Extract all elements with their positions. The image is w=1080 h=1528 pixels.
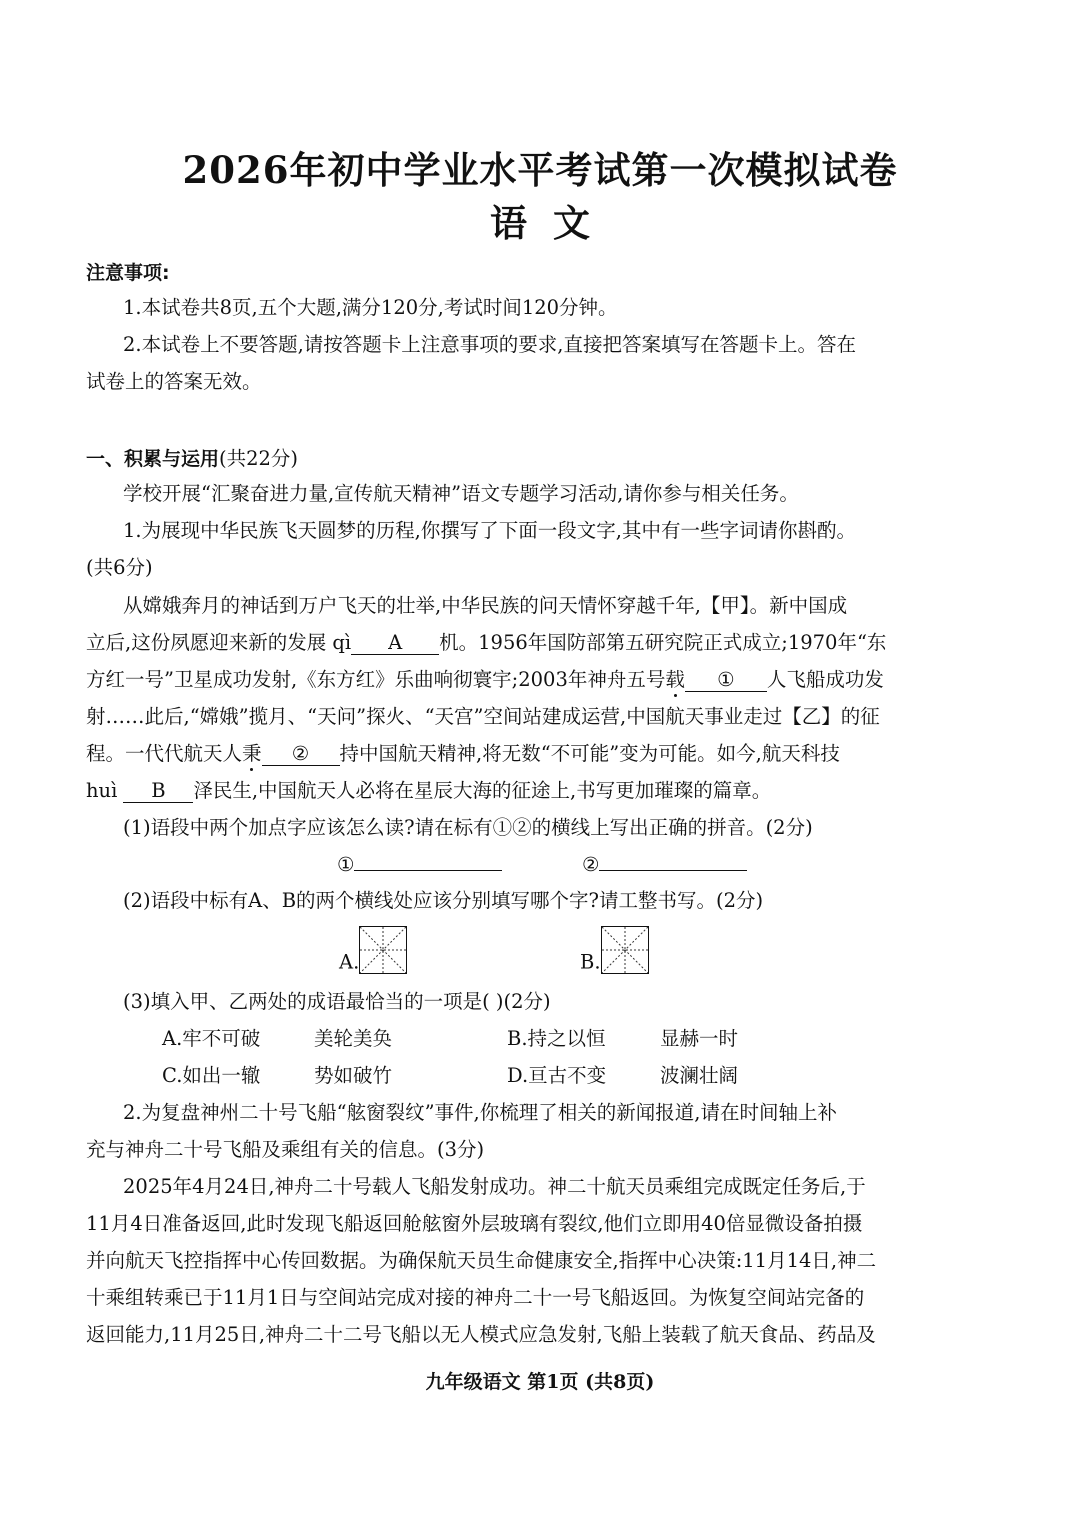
question-2: 2.为复盘神州二十号飞船“舷窗裂纹”事件,你梳理了相关的新闻报道,请在时间轴上补	[123, 1101, 837, 1124]
option-d-1[interactable]: D.亘古不变	[507, 1064, 607, 1087]
section1-intro: 学校开展“汇聚奋进力量,宣传航天精神”语文专题学习活动,请你参与相关任务。	[123, 482, 799, 505]
grid-guide-icon	[602, 927, 648, 973]
passage-line-3	[86, 668, 884, 692]
blank-2: ②	[262, 742, 340, 766]
dotted-char-bing: 秉	[242, 742, 262, 765]
passage-line-6-a: huì	[86, 779, 118, 802]
section1-heading: 一、积累与运用	[86, 448, 220, 470]
notice-item-1: 1.本试卷共8页,五个大题,满分120分,考试时间120分钟。	[123, 296, 618, 319]
answer-line-1[interactable]	[337, 853, 502, 876]
option-a-2: 美轮美奂	[314, 1027, 393, 1050]
writing-box-a-row	[339, 926, 407, 974]
answer-line-1-mark: ①	[337, 853, 355, 876]
passage-line-3-a: 方红一号”卫星成功发射,《东方红》乐曲响彻寰宇;2003年神舟五号	[86, 668, 666, 691]
subquestion-3: (3)填入甲、乙两处的成语最恰当的一项是( )(2分)	[123, 990, 551, 1013]
news-line-3: 并向航天飞控指挥中心传回数据。为确保航天员生命健康安全,指挥中心决策:11月14日,神二	[86, 1249, 877, 1272]
subquestion-1: (1)语段中两个加点字应该怎么读?请在标有①②的横线上写出正确的拼音。(2分)	[123, 816, 813, 839]
option-d-2: 波澜壮阔	[660, 1064, 739, 1087]
answer-line-2[interactable]	[582, 853, 747, 876]
passage-line-2	[86, 631, 886, 655]
passage-line-3-b: 人飞船成功发	[766, 668, 884, 691]
passage-line-6	[86, 779, 771, 803]
section1-heading-row	[86, 444, 298, 471]
notice-heading: 注意事项:	[86, 262, 170, 284]
page-footer: 九年级语文 第1页 (共8页)	[425, 1371, 655, 1393]
question-1-score: (共6分)	[86, 556, 153, 579]
news-line-1: 2025年4月24日,神舟二十号载人飞船发射成功。神二十航天员乘组完成既定任务后,于	[123, 1175, 866, 1198]
option-c-2: 势如破竹	[314, 1064, 393, 1087]
writing-box-b[interactable]	[601, 926, 649, 974]
option-c-1[interactable]: C.如出一辙	[162, 1064, 261, 1087]
passage-line-5	[86, 742, 840, 766]
answer-line-2-blank[interactable]	[599, 870, 747, 871]
subject-title: 语文	[490, 201, 616, 245]
option-b-2: 显赫一时	[660, 1027, 739, 1050]
blank-b: B	[123, 779, 193, 803]
section1-score: (共22分)	[219, 447, 299, 470]
option-a-1[interactable]: A.牢不可破	[162, 1027, 261, 1050]
passage-line-6-b: 泽民生,中国航天人必将在星辰大海的征途上,书写更加璀璨的篇章。	[193, 779, 772, 802]
news-line-4: 十乘组转乘已于11月1日与空间站完成对接的神舟二十一号飞船返回。为恢复空间站完备的	[86, 1286, 865, 1309]
passage-line-4: 射……此后,“嫦娥”揽月、“天问”探火、“天宫”空间站建成运营,中国航天事业走过【乙】的征	[86, 705, 880, 728]
option-b-1[interactable]: B.持之以恒	[507, 1027, 606, 1050]
dotted-char-zai: 载	[665, 668, 685, 691]
notice-item-2: 2.本试卷上不要答题,请按答题卡上注意事项的要求,直接把答案填写在答题卡上。答在	[123, 333, 857, 356]
passage-line-5-b: 持中国航天精神,将无数“不可能”变为可能。如今,航天科技	[339, 742, 840, 765]
answer-line-2-mark: ②	[582, 853, 600, 876]
writing-box-a[interactable]	[359, 926, 407, 974]
subquestion-2: (2)语段中标有A、B的两个横线处应该分别填写哪个字?请工整书写。(2分)	[123, 889, 764, 912]
writing-box-a-label: A.	[339, 950, 360, 974]
notice-item-2-cont: 试卷上的答案无效。	[86, 370, 262, 393]
answer-line-1-blank[interactable]	[354, 870, 502, 871]
writing-box-b-label: B.	[580, 950, 601, 974]
news-line-5: 返回能力,11月25日,神舟二十二号飞船以无人模式应急发射,飞船上装载了航天食品、药品及	[86, 1323, 876, 1346]
question-1: 1.为展现中华民族飞天圆梦的历程,你撰写了下面一段文字,其中有一些字词请你斟酌。	[123, 519, 857, 542]
passage-line-5-a: 程。一代代航天人	[86, 742, 243, 765]
blank-a: A	[351, 631, 439, 655]
news-line-2: 11月4日准备返回,此时发现飞船返回舱舷窗外层玻璃有裂纹,他们立即用40倍显微设备拍摄	[86, 1212, 863, 1235]
question-2-cont: 充与神舟二十号飞船及乘组有关的信息。(3分)	[86, 1138, 485, 1161]
blank-1: ①	[685, 668, 767, 692]
grid-guide-icon	[360, 927, 406, 973]
passage-line-2-a: 立后,这份夙愿迎来新的发展 qì	[86, 631, 352, 654]
exam-title: 2026年初中学业水平考试第一次模拟试卷	[182, 148, 898, 192]
passage-line-1: 从嫦娥奔月的神话到万户飞天的壮举,中华民族的问天情怀穿越千年,【甲】。新中国成	[123, 594, 848, 617]
writing-box-b-row	[580, 926, 649, 974]
passage-line-2-b: 机。1956年国防部第五研究院正式成立;1970年“东	[439, 631, 887, 654]
